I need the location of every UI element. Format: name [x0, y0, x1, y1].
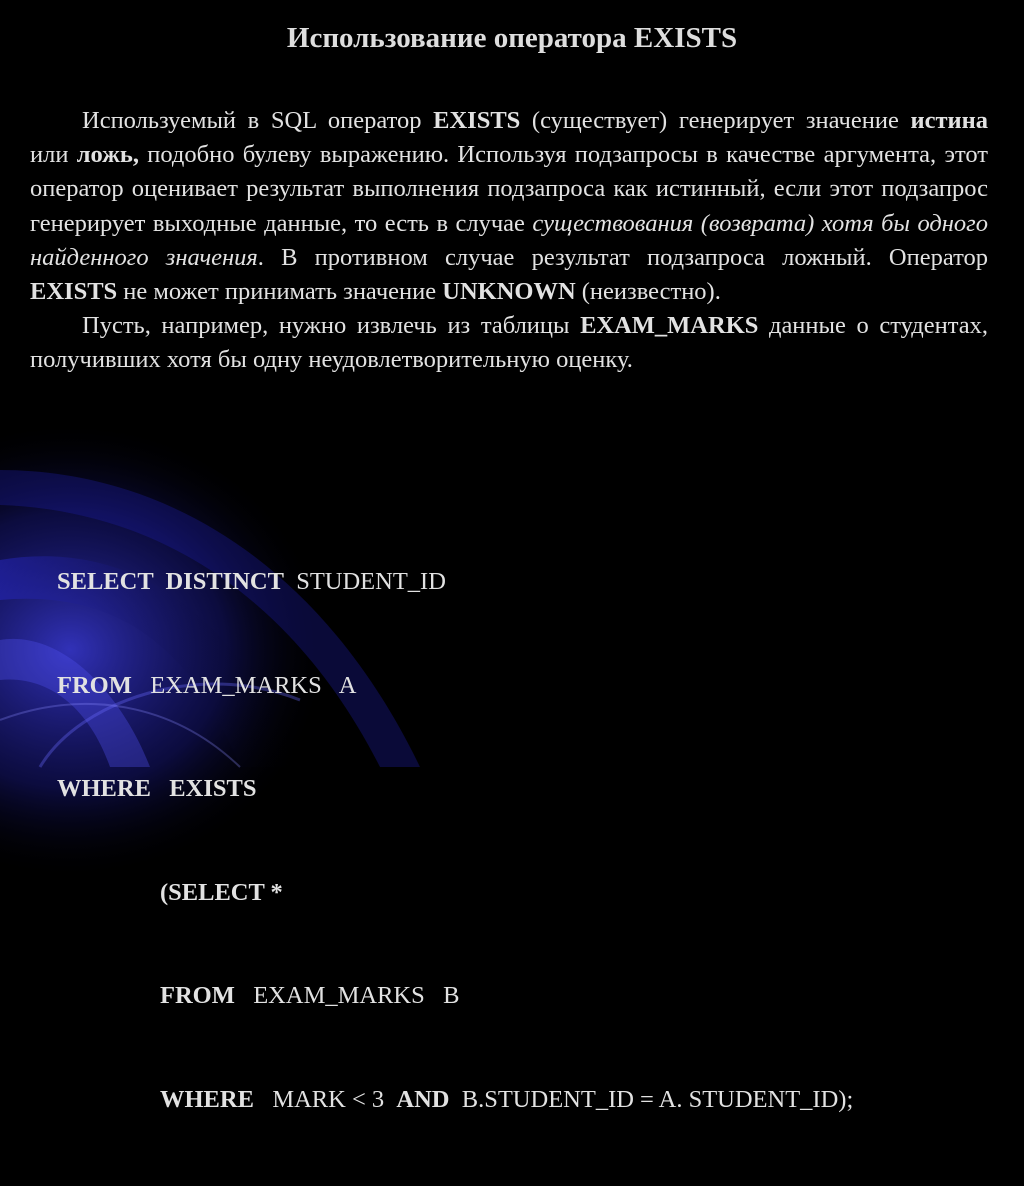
sql-text: STUDENT_ID: [283, 568, 446, 595]
italic-phrase: существования (возврата) хотя бы одного найденного значения: [30, 209, 988, 271]
sql-keyword: SELECT DISTINCT: [57, 568, 284, 595]
code-line-3: [57, 772, 853, 807]
code-line-2: [57, 669, 853, 704]
text-run: не может принимать значение: [117, 278, 443, 306]
sql-code-block: [57, 496, 853, 1186]
bold-term: EXAM_MARKS: [580, 312, 759, 340]
slide-title: Использование оператора EXISTS: [286, 22, 738, 54]
bold-term: EXISTS: [30, 278, 118, 306]
sql-text: MARK < 3: [253, 1085, 397, 1113]
text-run: подобно булеву выражению. Используя подзапросы в качестве аргумента, этот оператор оценивает результат выполнения подзапроса как истинный, если этот подзапрос генерирует выходные данные, то есть в случае: [30, 141, 989, 237]
slide-body: [30, 104, 988, 378]
bold-term: истина: [910, 107, 988, 134]
text-run: Пусть, например, нужно извлечь из таблицы: [82, 312, 581, 340]
sql-text: EXAM_MARKS B: [234, 982, 460, 1009]
bold-term: EXISTS: [433, 107, 521, 134]
code-line-1: [57, 565, 853, 600]
code-line-5: [57, 979, 853, 1014]
sql-keyword: AND: [396, 1085, 450, 1113]
sql-keyword: WHERE: [160, 1085, 254, 1113]
paragraph-1: [30, 104, 988, 309]
text-run: . В противном случае результат подзапроса ложный. Оператор: [257, 243, 988, 271]
code-line-4: [57, 876, 853, 911]
bold-term: ложь,: [76, 141, 139, 169]
text-run: или: [30, 141, 77, 169]
sql-text: EXAM_MARKS A: [131, 671, 357, 699]
text-run: (существует) генерирует значение: [520, 107, 911, 134]
text-run: данные о студентах, получивших хотя бы одну неудовлетворительную оценку.: [30, 312, 988, 374]
text-run: (неизвестно).: [575, 278, 721, 306]
sql-keyword: FROM: [57, 671, 132, 699]
sql-keyword: WHERE EXISTS: [57, 775, 257, 802]
text-run: Используемый в SQL оператор: [82, 107, 434, 134]
sql-text: B.STUDENT_ID = A. STUDENT_ID);: [449, 1085, 854, 1113]
code-line-6: [57, 1083, 853, 1118]
sql-keyword: (SELECT *: [160, 878, 283, 906]
bold-term: UNKNOWN: [442, 278, 576, 306]
sql-keyword: FROM: [160, 982, 235, 1009]
paragraph-2: [30, 309, 988, 377]
